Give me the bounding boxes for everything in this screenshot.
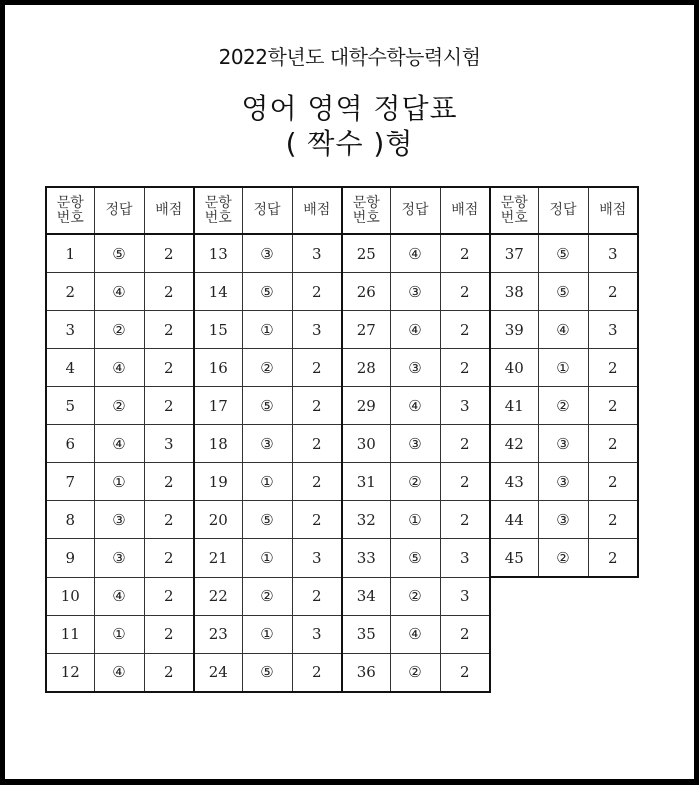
- points: 3: [292, 234, 342, 273]
- points: 3: [440, 387, 490, 425]
- question-number: 31: [342, 463, 390, 501]
- points: 2: [292, 387, 342, 425]
- points: 2: [440, 615, 490, 653]
- correct-answer: ④: [94, 577, 144, 615]
- points: 2: [144, 387, 194, 425]
- table-row: [46, 653, 638, 692]
- header-question-number: [194, 187, 242, 234]
- question-number: 34: [342, 577, 390, 615]
- question-number: 5: [46, 387, 94, 425]
- answer-table: [45, 186, 639, 693]
- table-row: [46, 463, 638, 501]
- question-number: 2: [46, 273, 94, 311]
- empty-cell: [588, 615, 638, 653]
- question-number: 26: [342, 273, 390, 311]
- header-question-number: [342, 187, 390, 234]
- points: 2: [440, 501, 490, 539]
- header-answer: 정답: [538, 187, 588, 234]
- correct-answer: ①: [390, 501, 440, 539]
- table-row: [46, 615, 638, 653]
- correct-answer: ⑤: [538, 273, 588, 311]
- empty-cell: [538, 615, 588, 653]
- correct-answer: ④: [94, 653, 144, 692]
- question-number: 40: [490, 349, 538, 387]
- correct-answer: ⑤: [242, 653, 292, 692]
- correct-answer: ②: [242, 349, 292, 387]
- correct-answer: ④: [538, 311, 588, 349]
- header-points: 배점: [292, 187, 342, 234]
- question-number: 22: [194, 577, 242, 615]
- points: 2: [144, 615, 194, 653]
- correct-answer: ⑤: [242, 387, 292, 425]
- table-row: [46, 425, 638, 463]
- empty-cell: [538, 577, 588, 615]
- empty-cell: [588, 577, 638, 615]
- correct-answer: ②: [538, 387, 588, 425]
- header-points: 배점: [440, 187, 490, 234]
- correct-answer: ③: [390, 425, 440, 463]
- points: 2: [292, 273, 342, 311]
- correct-answer: ⑤: [538, 234, 588, 273]
- points: 3: [144, 425, 194, 463]
- correct-answer: ③: [390, 349, 440, 387]
- table-row: [46, 501, 638, 539]
- correct-answer: ①: [242, 539, 292, 578]
- table-row: [46, 539, 638, 578]
- points: 3: [440, 577, 490, 615]
- points: 2: [144, 234, 194, 273]
- points: 2: [292, 653, 342, 692]
- points: 2: [588, 539, 638, 578]
- correct-answer: ③: [538, 463, 588, 501]
- correct-answer: ①: [94, 463, 144, 501]
- question-number: 24: [194, 653, 242, 692]
- correct-answer: ③: [538, 501, 588, 539]
- question-number: 12: [46, 653, 94, 692]
- question-number: 3: [46, 311, 94, 349]
- question-number: 44: [490, 501, 538, 539]
- correct-answer: ①: [242, 615, 292, 653]
- empty-cell: [490, 577, 538, 615]
- question-number: 37: [490, 234, 538, 273]
- points: 3: [292, 539, 342, 578]
- question-number: 11: [46, 615, 94, 653]
- question-number: 9: [46, 539, 94, 578]
- correct-answer: ③: [538, 425, 588, 463]
- table-header-row: [46, 187, 638, 234]
- correct-answer: ②: [94, 311, 144, 349]
- question-number: 39: [490, 311, 538, 349]
- header-question-number: [490, 187, 538, 234]
- question-number: 41: [490, 387, 538, 425]
- question-number: 43: [490, 463, 538, 501]
- question-number: 7: [46, 463, 94, 501]
- header-answer: 정답: [390, 187, 440, 234]
- points: 2: [144, 539, 194, 578]
- header-question-number-line1: 문항: [56, 194, 84, 211]
- table-row: [46, 349, 638, 387]
- question-number: 18: [194, 425, 242, 463]
- correct-answer: ③: [390, 273, 440, 311]
- table-row: [46, 577, 638, 615]
- points: 2: [144, 653, 194, 692]
- points: 2: [440, 311, 490, 349]
- correct-answer: ②: [390, 577, 440, 615]
- correct-answer: ④: [94, 273, 144, 311]
- points: 2: [292, 425, 342, 463]
- points: 2: [144, 577, 194, 615]
- header-points: 배점: [588, 187, 638, 234]
- points: 2: [144, 311, 194, 349]
- points: 2: [440, 463, 490, 501]
- form-type: ( 짝수 )형: [285, 127, 414, 160]
- correct-answer: ④: [390, 615, 440, 653]
- points: 2: [292, 577, 342, 615]
- question-number: 42: [490, 425, 538, 463]
- question-number: 35: [342, 615, 390, 653]
- question-number: 17: [194, 387, 242, 425]
- question-number: 1: [46, 234, 94, 273]
- question-number: 16: [194, 349, 242, 387]
- question-number: 38: [490, 273, 538, 311]
- points: 2: [440, 234, 490, 273]
- points: 2: [440, 425, 490, 463]
- points: 2: [588, 501, 638, 539]
- correct-answer: ①: [242, 463, 292, 501]
- question-number: 8: [46, 501, 94, 539]
- correct-answer: ①: [538, 349, 588, 387]
- question-number: 20: [194, 501, 242, 539]
- points: 2: [588, 273, 638, 311]
- question-number: 15: [194, 311, 242, 349]
- question-number: 10: [46, 577, 94, 615]
- correct-answer: ②: [390, 463, 440, 501]
- points: 3: [588, 234, 638, 273]
- correct-answer: ②: [390, 653, 440, 692]
- answer-key-page: [5, 5, 694, 779]
- question-number: 33: [342, 539, 390, 578]
- points: 2: [144, 273, 194, 311]
- correct-answer: ④: [94, 425, 144, 463]
- header-question-number-line1: 문항: [500, 194, 528, 211]
- points: 2: [588, 387, 638, 425]
- table-row: [46, 387, 638, 425]
- correct-answer: ⑤: [390, 539, 440, 578]
- question-number: 4: [46, 349, 94, 387]
- header-question-number-line1: 문항: [204, 194, 232, 211]
- points: 2: [144, 349, 194, 387]
- table-row: [46, 311, 638, 349]
- table-row: [46, 234, 638, 273]
- correct-answer: ②: [94, 387, 144, 425]
- points: 2: [440, 349, 490, 387]
- points: 2: [588, 425, 638, 463]
- points: 2: [144, 463, 194, 501]
- header-question-number-line2: 번호: [204, 209, 232, 226]
- points: 2: [588, 463, 638, 501]
- correct-answer: ②: [242, 577, 292, 615]
- subject-title: 영어 영역 정답표: [241, 92, 458, 125]
- question-number: 6: [46, 425, 94, 463]
- points: 3: [292, 615, 342, 653]
- points: 2: [588, 349, 638, 387]
- correct-answer: ⑤: [94, 234, 144, 273]
- points: 3: [588, 311, 638, 349]
- correct-answer: ②: [538, 539, 588, 578]
- question-number: 36: [342, 653, 390, 692]
- question-number: 27: [342, 311, 390, 349]
- correct-answer: ③: [242, 425, 292, 463]
- question-number: 14: [194, 273, 242, 311]
- question-number: 32: [342, 501, 390, 539]
- points: 2: [292, 463, 342, 501]
- correct-answer: ④: [390, 234, 440, 273]
- empty-cell: [490, 653, 538, 692]
- points: 2: [144, 501, 194, 539]
- correct-answer: ④: [390, 311, 440, 349]
- question-number: 45: [490, 539, 538, 578]
- correct-answer: ③: [94, 501, 144, 539]
- points: 2: [292, 501, 342, 539]
- header-answer: 정답: [242, 187, 292, 234]
- correct-answer: ①: [242, 311, 292, 349]
- empty-cell: [490, 615, 538, 653]
- header-question-number: [46, 187, 94, 234]
- empty-cell: [538, 653, 588, 692]
- points: 2: [440, 273, 490, 311]
- correct-answer: ⑤: [242, 501, 292, 539]
- question-number: 30: [342, 425, 390, 463]
- table-row: [46, 273, 638, 311]
- question-number: 23: [194, 615, 242, 653]
- header-points: 배점: [144, 187, 194, 234]
- correct-answer: ③: [242, 234, 292, 273]
- header-question-number-line2: 번호: [352, 209, 380, 226]
- correct-answer: ①: [94, 615, 144, 653]
- correct-answer: ④: [94, 349, 144, 387]
- points: 2: [440, 653, 490, 692]
- points: 3: [292, 311, 342, 349]
- question-number: 28: [342, 349, 390, 387]
- correct-answer: ③: [94, 539, 144, 578]
- exam-title: 2022학년도 대학수학능력시험: [218, 45, 481, 69]
- question-number: 29: [342, 387, 390, 425]
- points: 2: [292, 349, 342, 387]
- correct-answer: ⑤: [242, 273, 292, 311]
- header-answer: 정답: [94, 187, 144, 234]
- question-number: 19: [194, 463, 242, 501]
- question-number: 25: [342, 234, 390, 273]
- empty-cell: [588, 653, 638, 692]
- correct-answer: ④: [390, 387, 440, 425]
- question-number: 13: [194, 234, 242, 273]
- question-number: 21: [194, 539, 242, 578]
- points: 3: [440, 539, 490, 578]
- header-question-number-line2: 번호: [500, 209, 528, 226]
- header-question-number-line1: 문항: [352, 194, 380, 211]
- header-question-number-line2: 번호: [56, 209, 84, 226]
